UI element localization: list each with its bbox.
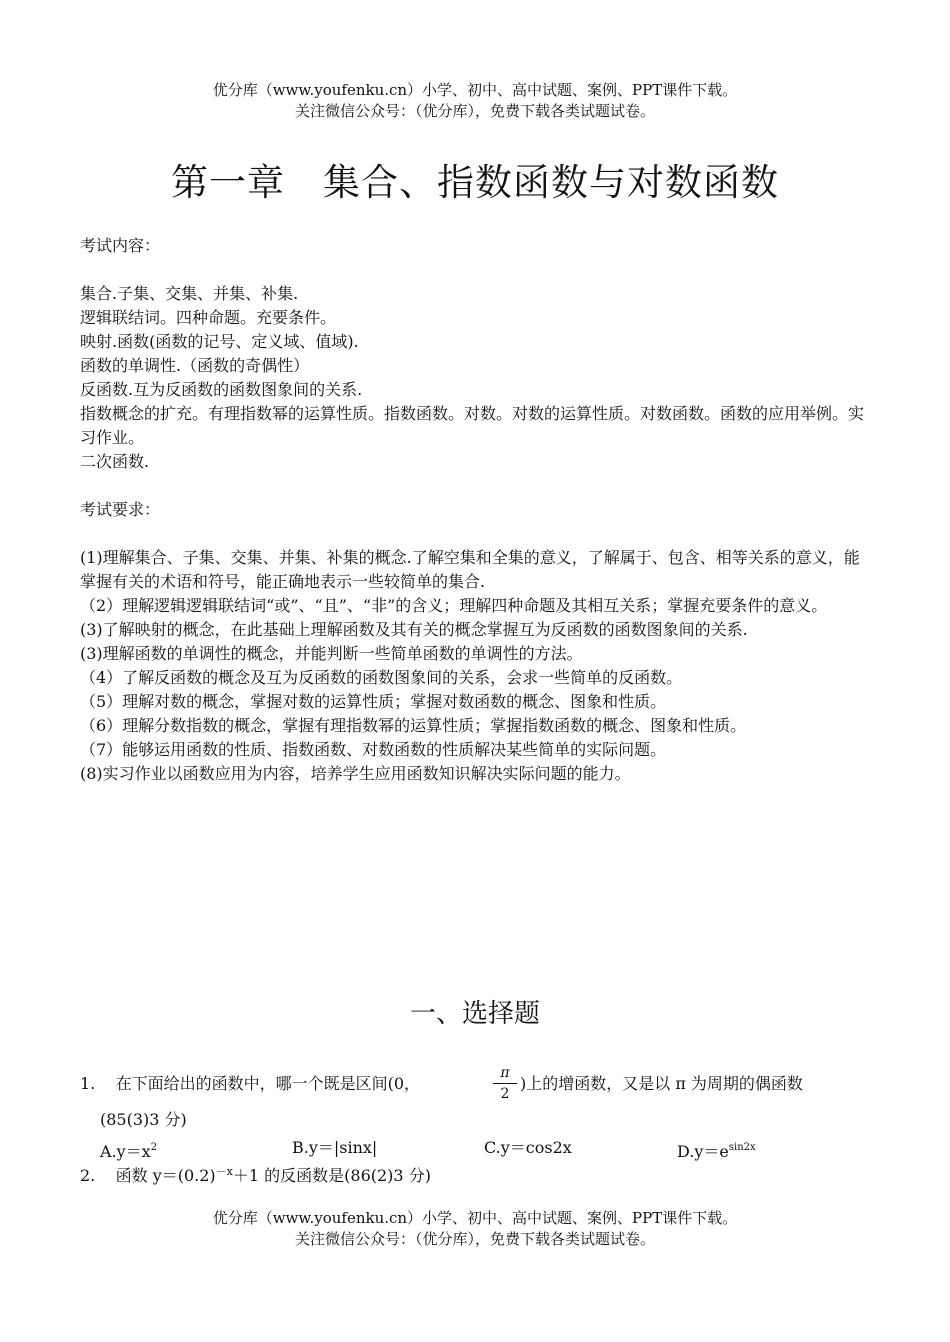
requirement-item: (3)理解函数的单调性的概念，并能判断一些简单函数的单调性的方法。 — [80, 644, 583, 663]
question-score: (85(3)3 分) — [100, 1110, 187, 1129]
header-line-2: 关注微信公众号：（优分库），免费下载各类试题试卷。 — [294, 102, 655, 120]
requirement-item: （5）理解对数的概念，掌握对数的运算性质；掌握对数函数的概念、图象和性质。 — [80, 692, 667, 711]
footer-line-2: 关注微信公众号：（优分库），免费下载各类试题试卷。 — [294, 1230, 655, 1248]
requirement-item: （7）能够运用函数的性质、指数函数、对数函数的性质解决某些简单的实际问题。 — [80, 740, 667, 759]
question-number: 2. — [80, 1166, 96, 1185]
option-c: C.y＝cos2x — [484, 1138, 572, 1157]
requirement-item: (1)理解集合、子集、交集、并集、补集的概念.了解空集和全集的意义，了解属于、包含、相等关系的意义，能掌握有关的术语和符号，能正确地表示一些较简单的集合. — [80, 548, 860, 591]
exam-requirements-heading: 考试要求： — [80, 500, 161, 519]
syllabus-body — [80, 234, 872, 786]
fraction-denominator: 2 — [500, 1086, 510, 1102]
content-line: 二次函数. — [80, 452, 150, 471]
content-line: 反函数.互为反函数的函数图象间的关系. — [80, 380, 363, 399]
option-a: $A.y=x^2$ — [100, 1142, 158, 1161]
question-2: 2. 函数 $y=(0.2)^{-x}+1$ 的反函数是(86(2)3 分) — [80, 1165, 431, 1185]
option-d: $D.y=e^{sin2x}$ — [677, 1142, 756, 1161]
page-footer — [0, 1208, 950, 1250]
footer-line-1: 优分库（www.youfenku.cn）小学、初中、高中试题、案例、PPT课件下载。 — [212, 1209, 738, 1227]
question-text-continued: )上的增函数，又是以 π 为周期的偶函数 — [520, 1074, 803, 1093]
chapter-name: 集合、指数函数与对数函数 — [323, 161, 779, 204]
requirement-item: （6）理解分数指数的概念，掌握有理指数幂的运算性质；掌握指数函数的概念、图象和性质。 — [80, 716, 747, 735]
question-number: 1. — [80, 1074, 96, 1093]
requirement-item: (3)了解映射的概念，在此基础上理解函数及其有关的概念掌握互为反函数的函数图象间的关系. — [80, 620, 748, 639]
requirement-item: （2）理解逻辑逻辑联结词“或”、“且”、“非”的含义；理解四种命题及其相互关系；掌握充要条件的意义。 — [80, 596, 828, 615]
chapter-number: 第一章 — [171, 161, 285, 204]
requirement-item: （4）了解反函数的概念及互为反函数的函数图象间的关系，会求一些简单的反函数。 — [80, 668, 683, 687]
section-title: 一、选择题 — [409, 999, 540, 1029]
option-b: B.y＝|sinx| — [292, 1138, 378, 1157]
requirement-item: (8)实习作业以函数应用为内容，培养学生应用函数知识解决实际问题的能力。 — [80, 764, 631, 783]
question-1 — [80, 1064, 880, 1106]
question-list — [80, 1064, 880, 1188]
header-line-1: 优分库（www.youfenku.cn）小学、初中、高中试题、案例、PPT课件下载。 — [212, 81, 738, 99]
content-line: 逻辑联结词。四种命题。充要条件。 — [80, 308, 337, 327]
question-text: 在下面给出的函数中，哪一个既是区间(0， — [115, 1074, 421, 1093]
content-line: 指数概念的扩充。有理指数幂的运算性质。指数函数。对数。对数的运算性质。对数函数。函数的应用举例。实习作业。 — [80, 404, 865, 447]
exam-content-heading: 考试内容： — [80, 236, 161, 255]
chapter-title — [0, 158, 950, 208]
content-line: 映射.函数(函数的记号、定义域、值域). — [80, 332, 359, 351]
fraction-pi-over-2 — [493, 1064, 517, 1103]
fraction-numerator: π — [500, 1065, 510, 1081]
content-line: 函数的单调性.（函数的奇偶性） — [80, 356, 310, 375]
answer-options — [80, 1136, 880, 1160]
content-line: 集合.子集、交集、并集、补集. — [80, 284, 299, 303]
page-header — [0, 80, 950, 122]
